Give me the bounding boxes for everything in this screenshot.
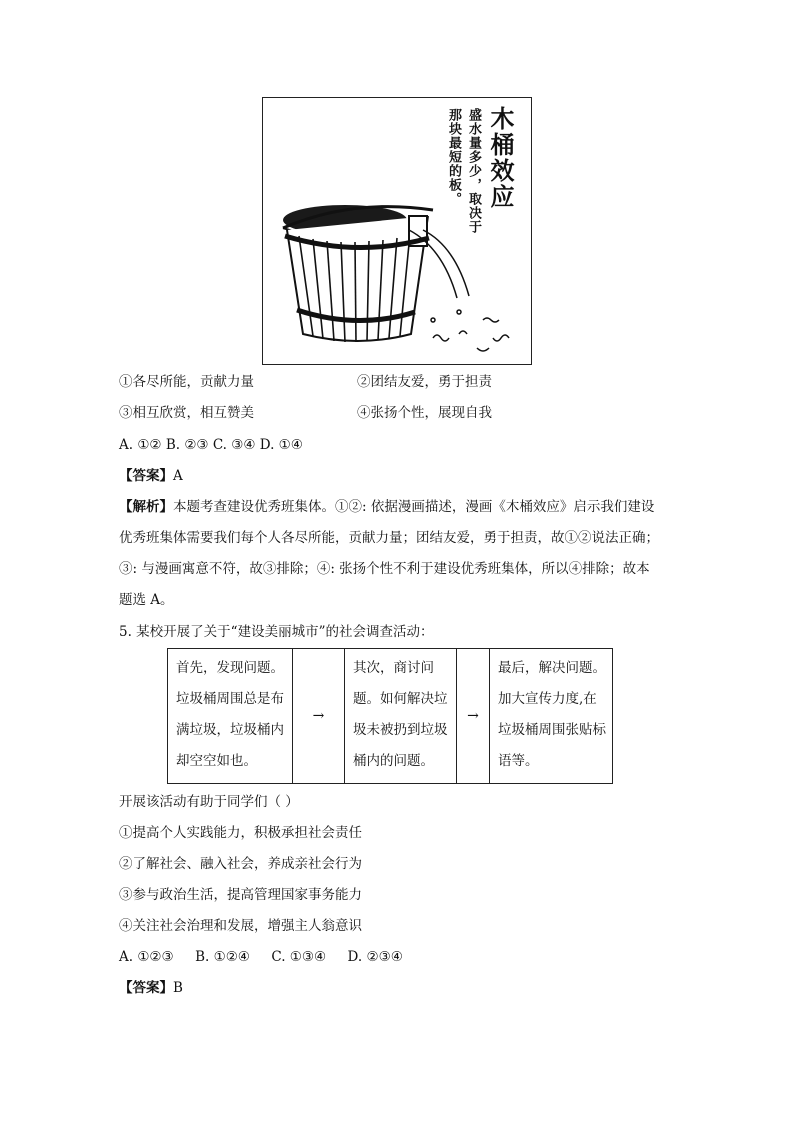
step-1-text: 首先，发现问题。垃圾桶周围总是布满垃圾，垃圾桶内却空空如也。 [176,660,284,769]
q5-option-2: ②了解社会、融入社会，养成亲社会行为 [119,856,362,872]
q4-choices: A. ①② B. ②③ C. ③④ D. ①④ [119,437,303,453]
cartoon-caption-line-1: 盛水量多少，取决于 [466,108,481,234]
arrow-cell-2 [457,649,490,784]
q4-option-1: ①各尽所能，贡献力量 [119,374,254,390]
q4-analysis-line-2: 优秀班集体需要我们每个人各尽所能，贡献力量；团结友爱，勇于担责，故①②说法正确； [119,530,659,546]
step-3-text: 最后，解决问题。加大宣传力度,在垃圾桶周围张贴标语等。 [498,660,606,769]
q5-option-3: ③参与政治生活，提高管理国家事务能力 [119,887,362,903]
step-2-text: 其次，商讨问题。如何解决垃圾未被扔到垃圾桶内的问题。 [353,660,448,769]
q5-choices: A. ①②③ B. ①②④ C. ①③④ D. ②③④ [119,949,403,965]
q4-answer [119,466,183,486]
arrow-cell-1 [293,649,345,784]
right-arrow-icon: → [467,708,479,724]
q4-answer-label: 【答案】 [119,468,173,484]
q4-answer-value: A [173,468,183,484]
step-2-cell [345,649,457,784]
q4-analysis-line-3: ③: 与漫画寓意不符，故③排除；④: 张扬个性不利于建设优秀班集体，所以④排除；故本 [119,561,650,577]
q5-stem: 5. 某校开展了关于“建设美丽城市”的社会调查活动： [119,624,434,640]
cartoon-title: 木桶效应 [486,106,515,210]
step-1-cell [168,649,293,784]
cartoon-caption-line-2: 那块最短的板。 [446,108,461,206]
q4-option-2: ②团结友爱，勇于担责 [357,374,492,390]
step-3-cell [490,649,613,784]
q5-option-1: ①提高个人实践能力，积极承担社会责任 [119,825,362,841]
bucket-cartoon-figure [262,97,532,365]
q5-question: 开展该活动有助于同学们（ ） [119,794,299,810]
q4-option-4: ④张扬个性，展现自我 [357,405,492,421]
q5-option-4: ④关注社会治理和发展，增强主人翁意识 [119,918,362,934]
q4-analysis-line-4: 题选 A。 [119,592,174,608]
q4-analysis-label: 【解析】 [119,499,173,515]
right-arrow-icon: → [312,708,325,724]
q5-answer-label: 【答案】 [119,980,173,996]
q4-option-3: ③相互欣赏，相互赞美 [119,405,254,421]
q4-analysis-line-1: 【解析】本题考查建设优秀班集体。①②: 依据漫画描述，漫画《木桶效应》启示我们建设 [119,499,655,515]
q5-process-table [167,648,613,784]
q5-answer [119,978,183,998]
q5-answer-value: B [173,980,183,996]
